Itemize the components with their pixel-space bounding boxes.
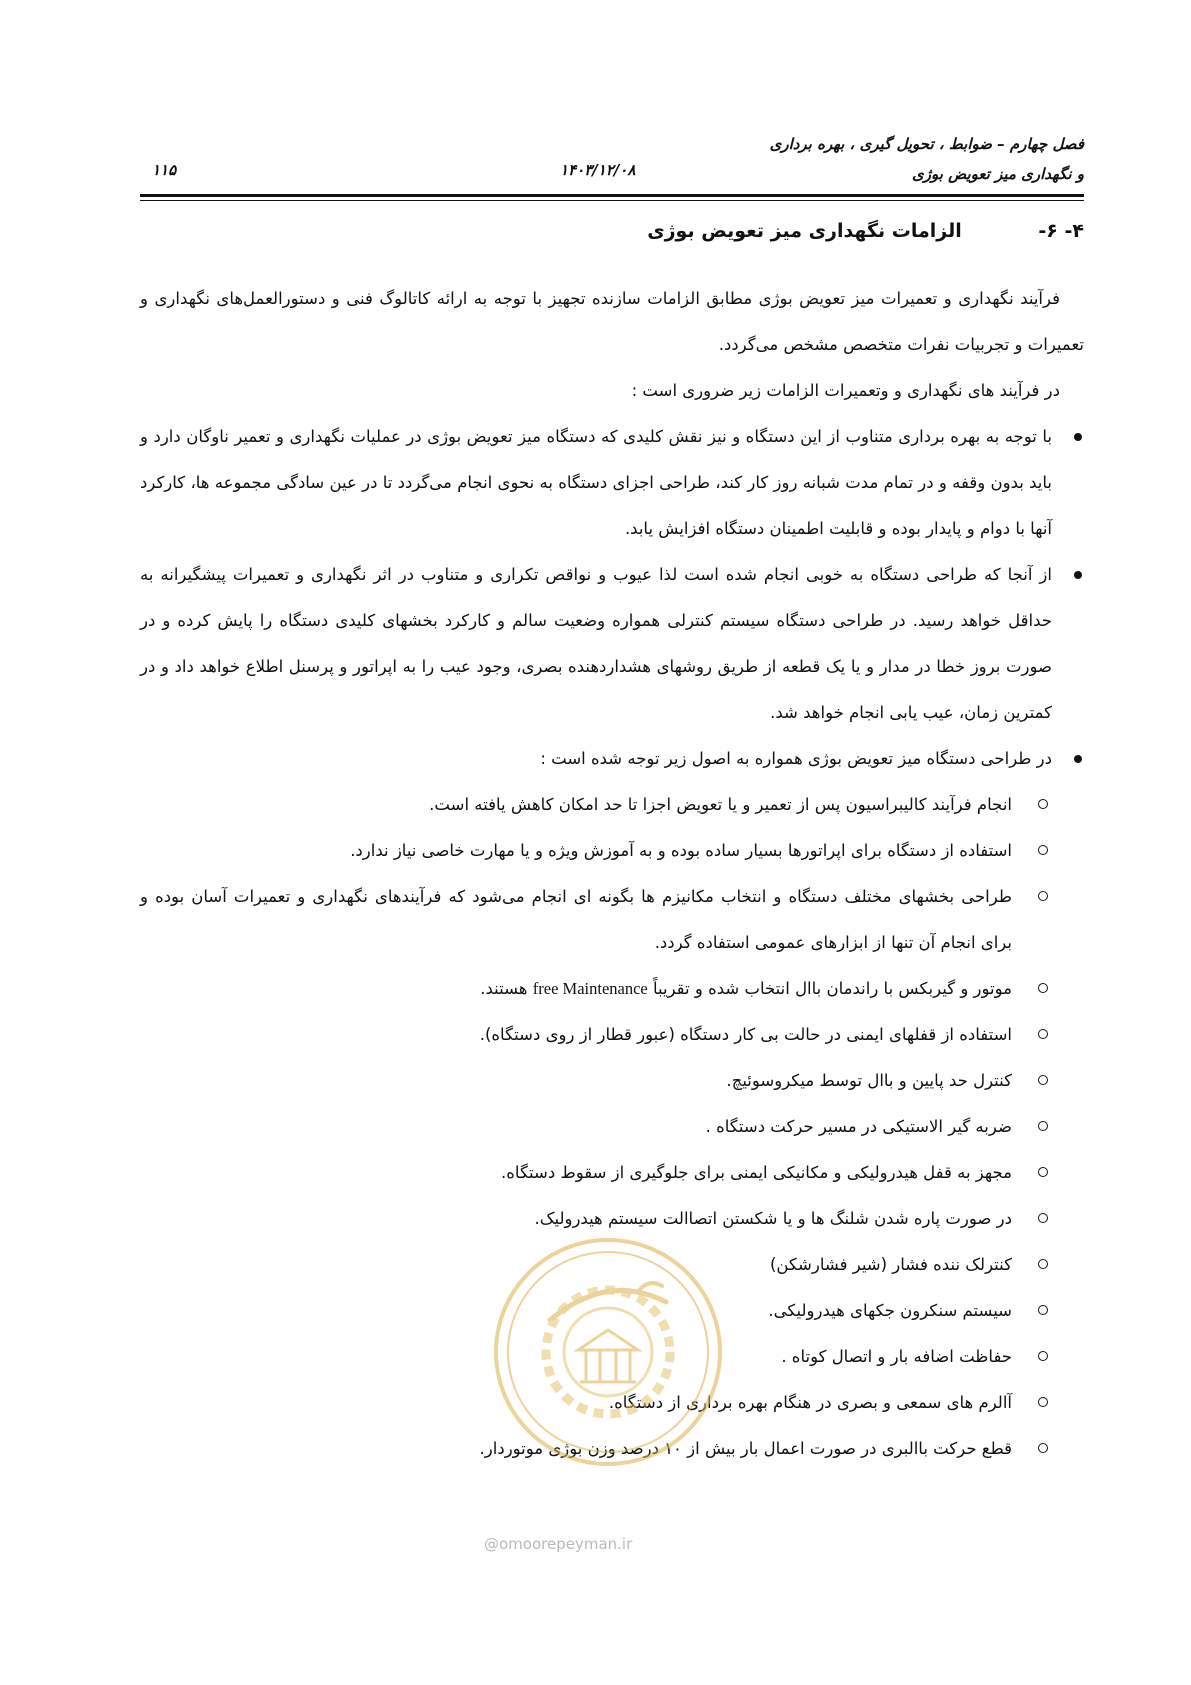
circle-bullet-icon <box>1038 1167 1048 1177</box>
circle-bullet-icon <box>1038 1213 1048 1223</box>
page-number: ۱۱۵ <box>152 161 177 179</box>
sub-item-text: سیستم سنکرون جکهای هیدرولیکی. <box>768 1301 1012 1320</box>
bullet-dot-icon <box>1074 571 1082 579</box>
sub-item-text: در صورت پاره شدن شلنگ ها و یا شکستن اتصاالت سیستم هیدرولیک. <box>534 1209 1012 1228</box>
circle-bullet-icon <box>1038 799 1048 809</box>
sub-item-text: حفاظت اضافه بار و اتصال کوتاه . <box>781 1347 1012 1366</box>
sub-item-motor-after: هستند. <box>480 979 528 998</box>
circle-bullet-icon <box>1038 1443 1048 1453</box>
circle-bullet-icon <box>1038 1121 1048 1131</box>
sub-item-motor-english: free Maintenance <box>532 979 648 998</box>
header-date: ۱۴۰۳/۱۲/۰۸ <box>560 161 636 179</box>
sub-item-text: استفاده از دستگاه برای اپراتورها بسیار ساده بوده و به آموزش ویژه و یا مهارت خاصی نیاز ندارد. <box>350 841 1012 860</box>
section-number: ۴- ۶- <box>1038 220 1084 242</box>
sub-list-item <box>140 1288 1084 1334</box>
section-title: الزامات نگهداری میز تعویض بوژی <box>647 220 962 242</box>
sub-list-item <box>140 1012 1084 1058</box>
sub-item-text: استفاده از قفلهای ایمنی در حالت بی کار دستگاه (عبور قطار از روی دستگاه). <box>479 1025 1012 1044</box>
sub-item-text: طراحی بخشهای مختلف دستگاه و انتخاب مکانیزم ها بگونه ای انجام می‌شود که فرآیندهای نگهداری و تعمیرات آسان بوده و برای انجام آن تنها از ابزارهای عمومی استفاده گردد. <box>140 887 1012 952</box>
sub-item-text: کنترلک ننده فشار (شیر فشارشکن) <box>769 1255 1012 1274</box>
sub-item-text: ضربه گیر الاستیکی در مسیر حرکت دستگاه . <box>705 1117 1012 1136</box>
sub-list-item <box>140 1380 1084 1426</box>
bullet-item <box>140 414 1084 552</box>
chapter-header-line-1: فصل چهارم – ضوابط ، تحویل گیری ، بهره برداری <box>769 135 1084 153</box>
sub-list-item <box>140 782 1084 828</box>
sub-list-item <box>140 1058 1084 1104</box>
bullet-text: از آنجا که طراحی دستگاه به خوبی انجام شده است لذا عیوب و نواقص تکراری و متناوب در اثر نگهداری و تعمیرات پیشگیرانه به حداقل خواهد رسید. در طراحی دستگاه سیستم کنترلی همواره وضعیت سالم و کارکرد بخشهای کلیدی دستگاه را پایش کرده و در صورت بروز خطا در مدار و یا یک قطعه از طریق روشهای هشداردهنده بصری، وجود عیب را به اپراتور و پرسنل اطلاع خواهد داد و در کمترین زمان، عیب یابی انجام خواهد شد. <box>140 565 1052 722</box>
sub-item-motor-before: موتور و گیربکس با راندمان باال انتخاب شده و تقریباً <box>652 979 1012 998</box>
sub-item-text: کنترل حد پایین و باال توسط میکروسوئیچ. <box>726 1071 1012 1090</box>
watermark-url: @omoorepeyman.ir <box>484 1535 633 1553</box>
document-body <box>140 276 1084 1472</box>
bullet-dot-icon <box>1074 755 1082 763</box>
sub-item-text: قطع حرکت باالبری در صورت اعمال بار بیش از ۱۰ درصد وزن بوژی موتوردار. <box>479 1439 1012 1458</box>
paragraph-intro: در فرآیند های نگهداری و وتعمیرات الزامات زیر ضروری است : <box>631 381 1060 400</box>
bullet-dot-icon <box>1074 433 1082 441</box>
circle-bullet-icon <box>1038 1075 1048 1085</box>
circle-bullet-icon <box>1038 1259 1048 1269</box>
sub-list-item <box>140 1104 1084 1150</box>
sub-item-text: انجام فرآیند کالیبراسیون پس از تعمیر و یا تعویض اجزا تا حد امکان کاهش یافته است. <box>429 795 1012 814</box>
chapter-header <box>770 129 1084 189</box>
circle-bullet-icon <box>1038 1397 1048 1407</box>
circle-bullet-icon <box>1038 1029 1048 1039</box>
sub-item-text: آالرم های سمعی و بصری در هنگام بهره برداری از دستگاه. <box>608 1393 1012 1412</box>
bullet-text: در طراحی دستگاه میز تعویض بوژی همواره به اصول زیر توجه شده است : <box>540 749 1052 768</box>
bullet-item <box>140 736 1084 782</box>
circle-bullet-icon <box>1038 1351 1048 1361</box>
bullet-list <box>140 414 1084 782</box>
bullet-text: با توجه به بهره برداری متناوب از این دستگاه و نیز نقش کلیدی که دستگاه میز تعویض بوژی در عملیات نگهداری و تعمیر ناوگان دارد و باید بدون وقفه و در تمام مدت شبانه روز کار کند، طراحی اجزای دستگاه به نحوی انجام می‌گردد تا در عین سادگی مجموعه ها، کارکرد آنها با دوام و پایدار بوده و قابلیت اطمینان دستگاه افزایش یابد. <box>140 427 1052 538</box>
sub-list-item <box>140 828 1084 874</box>
header-rule-thick <box>140 194 1084 197</box>
sub-list <box>140 782 1084 1472</box>
sub-list-item <box>140 1196 1084 1242</box>
section-heading <box>647 220 1084 242</box>
chapter-header-line-2: و نگهداری میز تعویض بوژی <box>912 165 1084 183</box>
sub-list-item <box>140 966 1084 1012</box>
sub-list-item <box>140 1242 1084 1288</box>
circle-bullet-icon <box>1038 845 1048 855</box>
circle-bullet-icon <box>1038 891 1048 901</box>
circle-bullet-icon <box>1038 1305 1048 1315</box>
sub-list-item <box>140 874 1084 966</box>
sub-list-item <box>140 1334 1084 1380</box>
sub-list-item <box>140 1426 1084 1472</box>
circle-bullet-icon <box>1038 983 1048 993</box>
bullet-item <box>140 552 1084 736</box>
sub-list-item <box>140 1150 1084 1196</box>
header-rule-thin <box>140 200 1084 201</box>
paragraph-first: فرآیند نگهداری و تعمیرات میز تعویض بوژی مطابق الزامات سازنده تجهیز با توجه به ارائه کاتالوگ فنی و دستورالعمل‌های نگهداری و تعمیرات و تجربیات نفرات متخصص مشخص می‌گردد. <box>140 289 1084 354</box>
sub-item-text: مجهز به قفل هیدرولیکی و مکانیکی ایمنی برای جلوگیری از سقوط دستگاه. <box>501 1163 1012 1182</box>
